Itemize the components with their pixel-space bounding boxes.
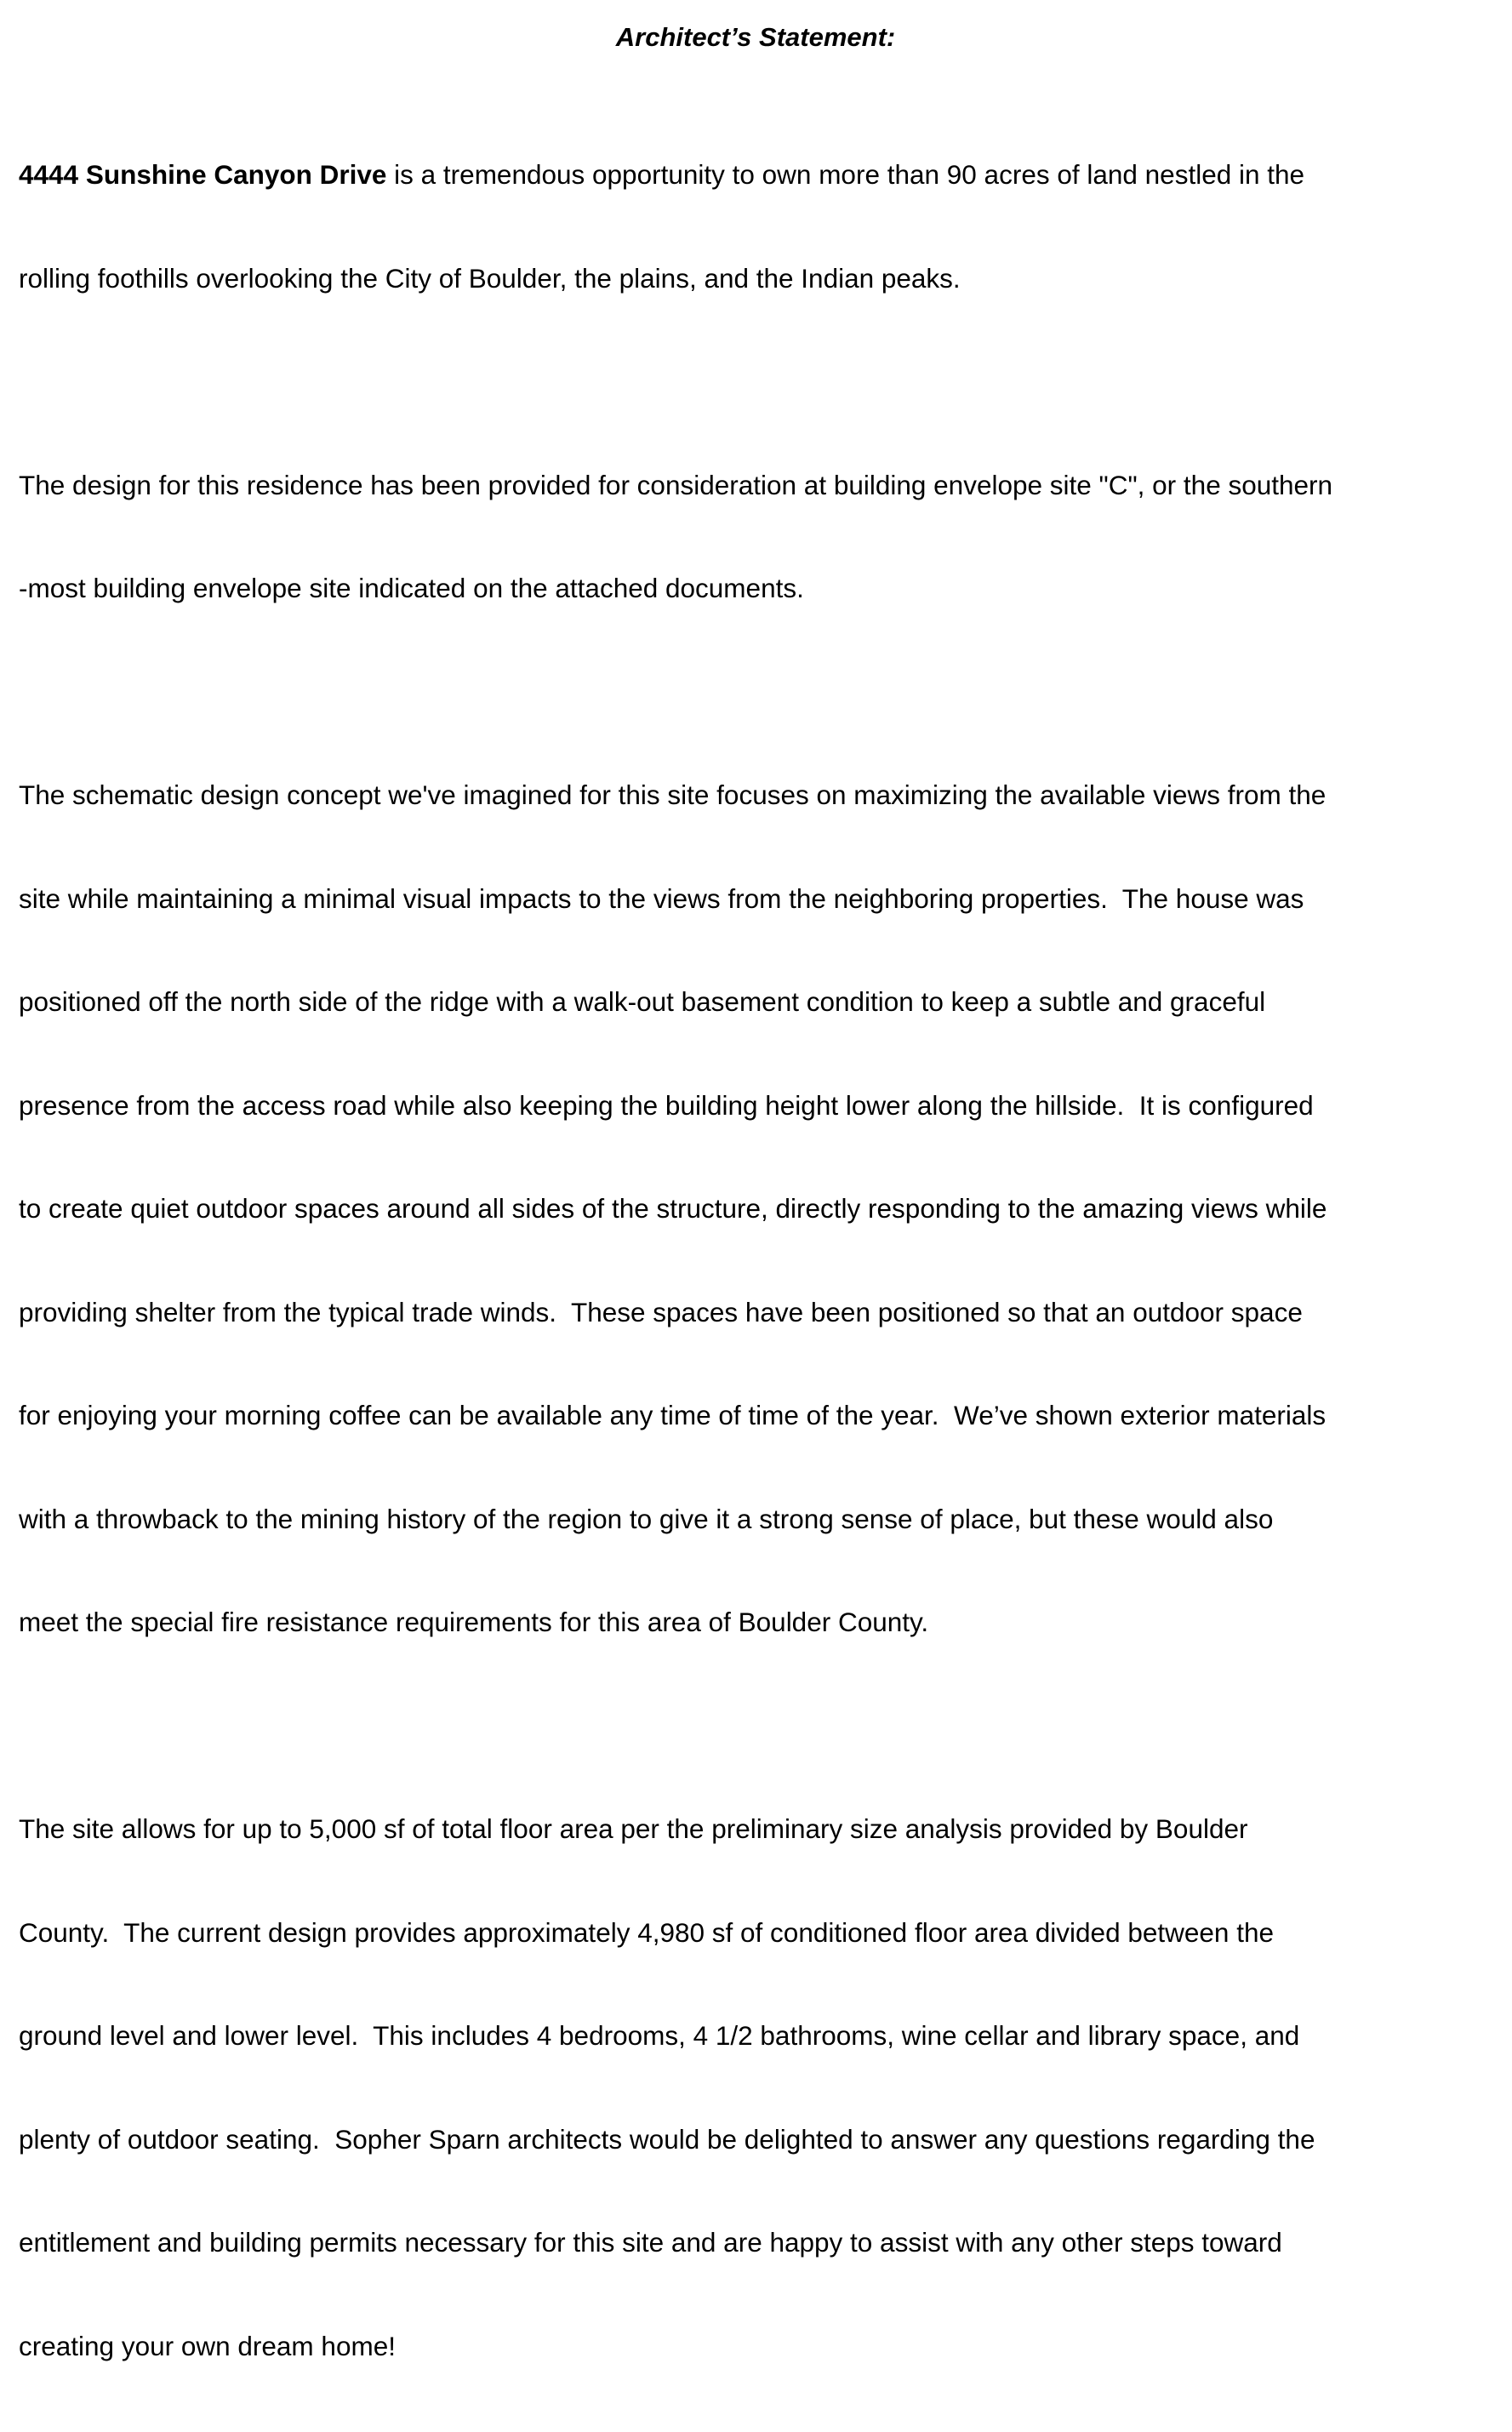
paragraph-floor-area <box>19 1743 1499 2432</box>
document-title: Architect’s Statement: <box>615 22 896 52</box>
paragraph-line: providing shelter from the typical trade winds. These spaces have been positioned so that an outdoor space <box>19 1296 1303 1327</box>
paragraph-line: The site allows for up to 5,000 sf of total floor area per the preliminary size analysis provided by Boulder <box>19 1813 1248 1844</box>
paragraph-line: entitlement and building permits necessary for this site and are happy to assist with any other steps toward <box>19 2227 1282 2258</box>
property-address: 4444 Sunshine Canyon Drive <box>19 159 387 190</box>
paragraph-line: ground level and lower level. This includes 4 bedrooms, 4 1/2 bathrooms, wine cellar and library space, and <box>19 2020 1300 2051</box>
paragraph-line: positioned off the north side of the ridge with a walk-out basement condition to keep a subtle and graceful <box>19 986 1266 1017</box>
paragraph-line: meet the special fire resistance requirements for this area of Boulder County. <box>19 1607 929 1637</box>
paragraph-line: County. The current design provides approximately 4,980 sf of conditioned floor area divided between the <box>19 1916 1274 1948</box>
paragraph-design-site <box>19 399 1499 675</box>
paragraph-line: with a throwback to the mining history of the region to give it a strong sense of place, but these would also <box>19 1503 1274 1534</box>
paragraph-line: site while maintaining a minimal visual impacts to the views from the neighboring properties. The house was <box>19 882 1304 914</box>
paragraph-line: The schematic design concept we've imagined for this site focuses on maximizing the available views from the <box>19 779 1327 810</box>
paragraph-design-concept <box>19 709 1499 1709</box>
paragraph-text: is a tremendous opportunity to own more than 90 acres of land nestled in the <box>386 159 1305 190</box>
paragraph-line <box>19 157 1499 192</box>
paragraph-line: The design for this residence has been provided for consideration at building envelope site "C", or the southern <box>19 469 1333 500</box>
paragraph-line: to create quiet outdoor spaces around all sides of the structure, directly responding to the amazing views while <box>19 1193 1327 1224</box>
paragraph-line: creating your own dream home! <box>19 2330 396 2361</box>
paragraph-line: plenty of outdoor seating. Sopher Sparn architects would be delighted to answer any questions regarding the <box>19 2123 1315 2155</box>
document-page <box>19 20 1499 2432</box>
paragraph-line: rolling foothills overlooking the City of Boulder, the plains, and the Indian peaks. <box>19 262 961 294</box>
paragraph-intro <box>19 88 1499 364</box>
paragraph-line: presence from the access road while also keeping the building height lower along the hillside. It is configured <box>19 1089 1314 1121</box>
paragraph-line: -most building envelope site indicated on the attached documents. <box>19 573 804 603</box>
paragraph-line: for enjoying your morning coffee can be available any time of time of the year. We’ve shown exterior materials <box>19 1400 1327 1430</box>
